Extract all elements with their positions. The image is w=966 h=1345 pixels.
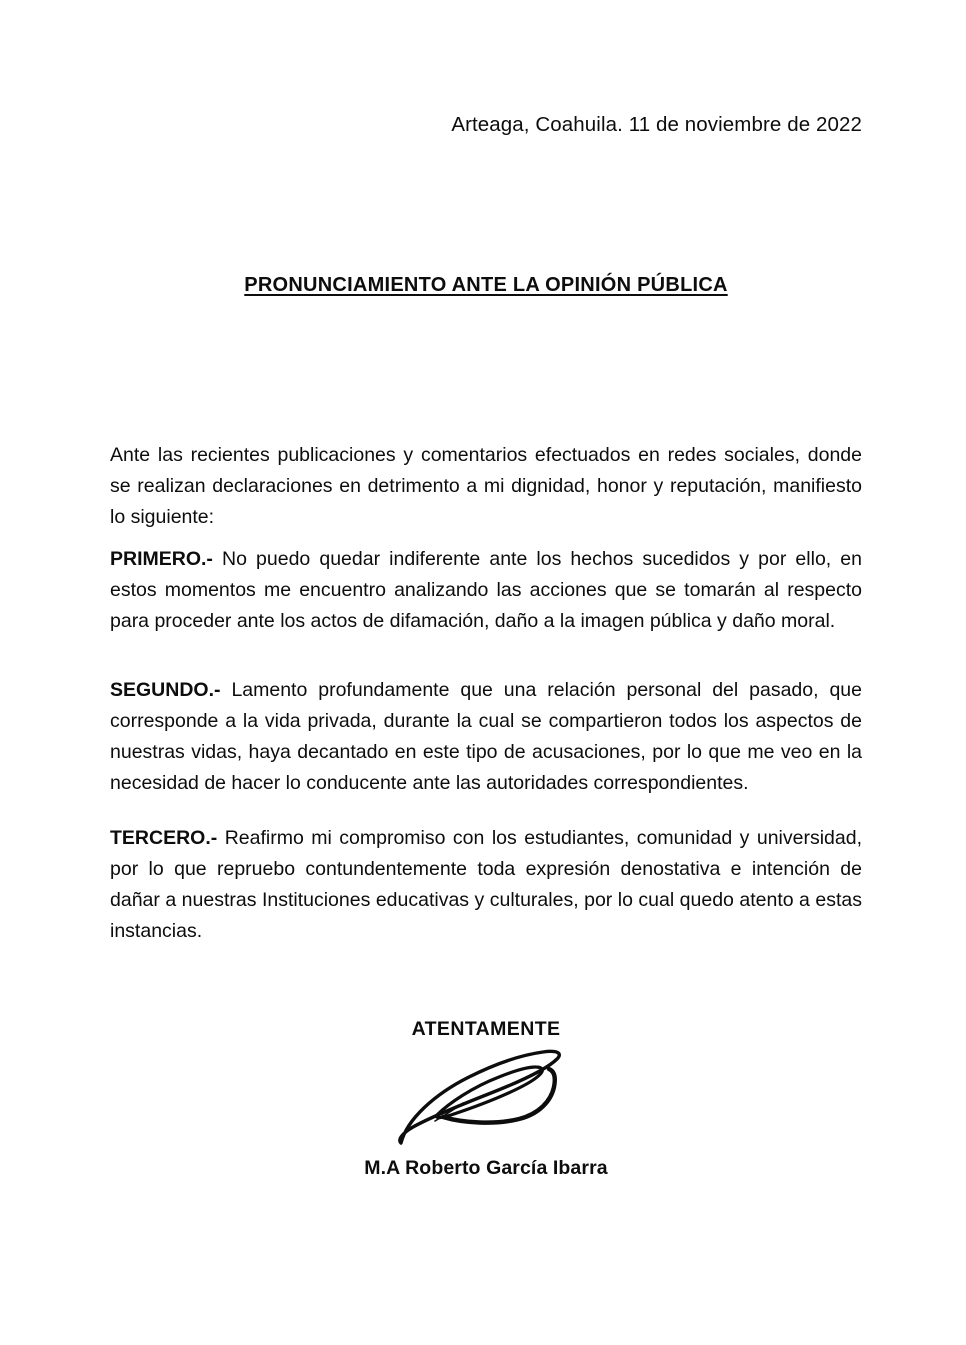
clause-segundo-label: SEGUNDO.- — [110, 679, 221, 701]
page-title — [110, 274, 862, 297]
intro-paragraph-text: Ante las recientes publicaciones y comentarios efectuados en redes sociales, donde se realizan declaraciones en detrimento a mi dignidad, honor y reputación, manifiesto lo siguiente: — [110, 444, 862, 528]
signature-salutation: ATENTAMENTE — [411, 1018, 561, 1040]
clause-tercero-label: TERCERO.- — [110, 827, 218, 849]
clause-tercero — [110, 823, 862, 947]
signature-mark — [110, 1047, 862, 1155]
date-line: Arteaga, Coahuila. 11 de noviembre de 2022 — [451, 113, 862, 136]
page-title-text: PRONUNCIAMIENTO ANTE LA OPINIÓN PÚBLICA — [244, 274, 728, 296]
signatory-name: M.A Roberto García Ibarra — [364, 1157, 608, 1179]
clause-primero — [110, 544, 862, 637]
clause-segundo — [110, 675, 862, 799]
clause-segundo-text: Lamento profundamente que una relación personal del pasado, que corresponde a la vida privada, durante la cual se compartieron todos los aspectos de nuestras vidas, haya decantado en este tipo de acusaciones, por lo que me veo en la necesidad de hacer lo conducente ante las autoridades correspondientes. — [110, 679, 862, 794]
clause-tercero-text: Reafirmo mi compromiso con los estudiantes, comunidad y universidad, por lo que repruebo contundentemente toda expresión denostativa e intención de dañar a nuestras Instituciones educativas y culturales, por lo cual quedo atento a estas instancias. — [110, 827, 862, 942]
handwritten-signature-icon — [391, 1047, 581, 1155]
signature-block — [110, 1018, 862, 1180]
clause-primero-label: PRIMERO.- — [110, 548, 213, 570]
clause-primero-text: No puedo quedar indiferente ante los hechos sucedidos y por ello, en estos momentos me encuentro analizando las acciones que se tomarán al respecto para proceder ante los actos de difamación, daño a la imagen pública y daño moral. — [110, 548, 862, 632]
intro-paragraph — [110, 440, 862, 533]
